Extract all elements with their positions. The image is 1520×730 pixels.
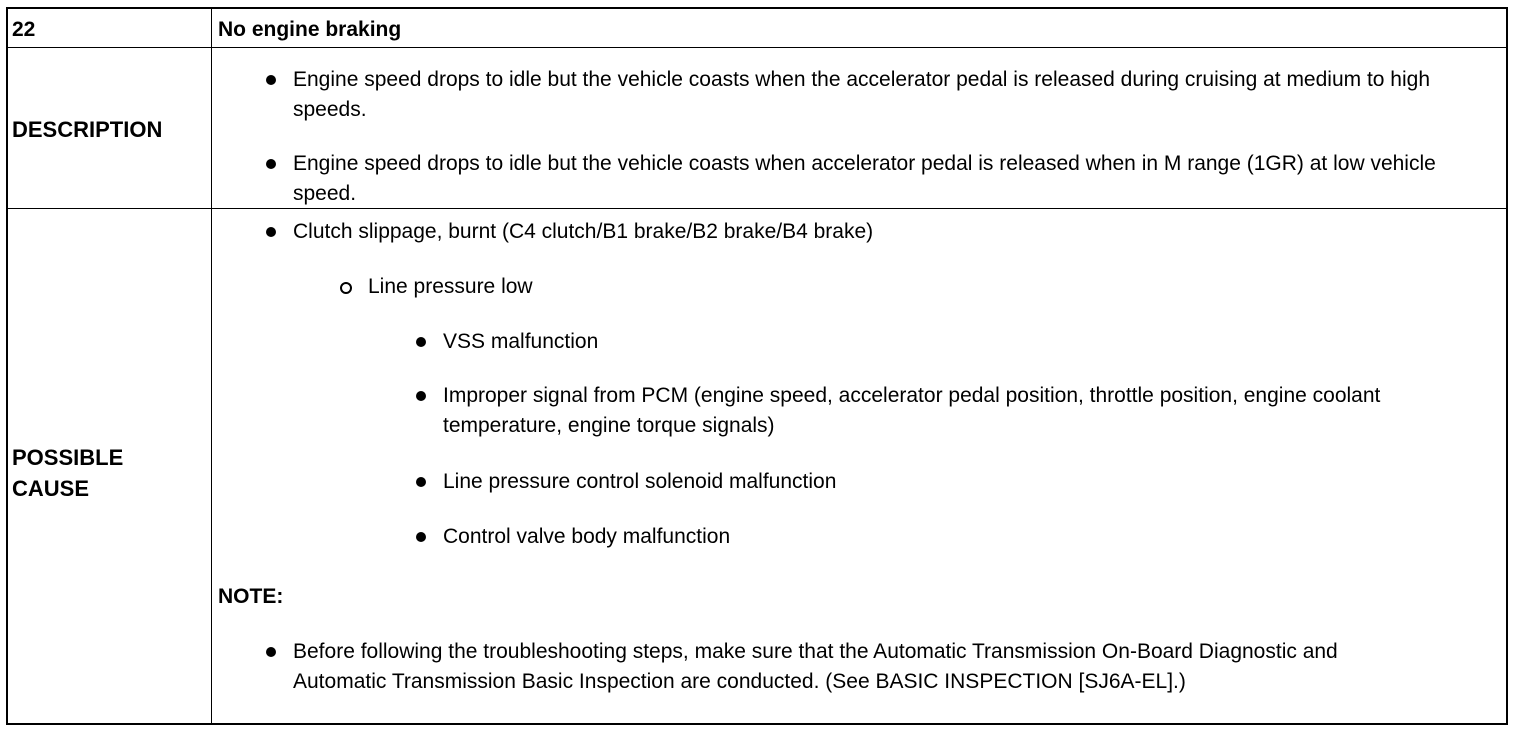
- possible-cause-label-line2: CAUSE: [12, 476, 90, 501]
- step-number: 22: [12, 18, 36, 41]
- bullet-icon: [266, 647, 276, 657]
- bullet-icon: [416, 391, 426, 401]
- description-item: Engine speed drops to idle but the vehicle coasts when the accelerator pedal is released during cruising at medium to high speeds.: [293, 68, 1431, 121]
- header-title-cell: [212, 9, 1506, 47]
- description-label-cell: [8, 48, 212, 208]
- cause-detail-item: Line pressure control solenoid malfunction: [443, 470, 837, 493]
- bullet-icon: [266, 159, 276, 169]
- cause-detail-item: VSS malfunction: [443, 330, 599, 353]
- possible-cause-row: [8, 209, 1506, 723]
- bullet-icon: [416, 477, 426, 487]
- cause-item: Clutch slippage, burnt (C4 clutch/B1 brake/B2 brake/B4 brake): [293, 220, 874, 243]
- possible-cause-label: [12, 442, 123, 504]
- header-number-cell: [8, 9, 212, 47]
- possible-cause-label-line1: POSSIBLE: [12, 445, 124, 470]
- note-label: NOTE:: [218, 585, 284, 608]
- hollow-bullet-icon: [340, 282, 352, 294]
- bullet-icon: [416, 532, 426, 542]
- step-title: No engine braking: [218, 18, 402, 41]
- description-row: [8, 48, 1506, 209]
- description-label: DESCRIPTION: [12, 117, 163, 142]
- possible-cause-content-cell: [212, 209, 1506, 723]
- troubleshooting-table: [6, 7, 1508, 725]
- note-text: Before following the troubleshooting steps, make sure that the Automatic Transmission On-Board Diagnostic and Automatic Transmission Basic Inspection are conducted. (See BASIC INSPECTION [SJ6A-EL].): [293, 640, 1338, 693]
- cause-detail-item: Control valve body malfunction: [443, 525, 731, 548]
- bullet-icon: [266, 227, 276, 237]
- cause-detail-item: Improper signal from PCM (engine speed, accelerator pedal position, throttle position, engine coolant temperature, engine torque signals): [443, 384, 1381, 437]
- description-content-cell: [212, 48, 1506, 208]
- bullet-icon: [266, 75, 276, 85]
- description-item: Engine speed drops to idle but the vehicle coasts when accelerator pedal is released when in M range (1GR) at low vehicle speed.: [293, 152, 1436, 205]
- header-row: [8, 9, 1506, 48]
- bullet-icon: [416, 337, 426, 347]
- possible-cause-label-cell: [8, 209, 212, 723]
- cause-subitem: Line pressure low: [368, 275, 533, 298]
